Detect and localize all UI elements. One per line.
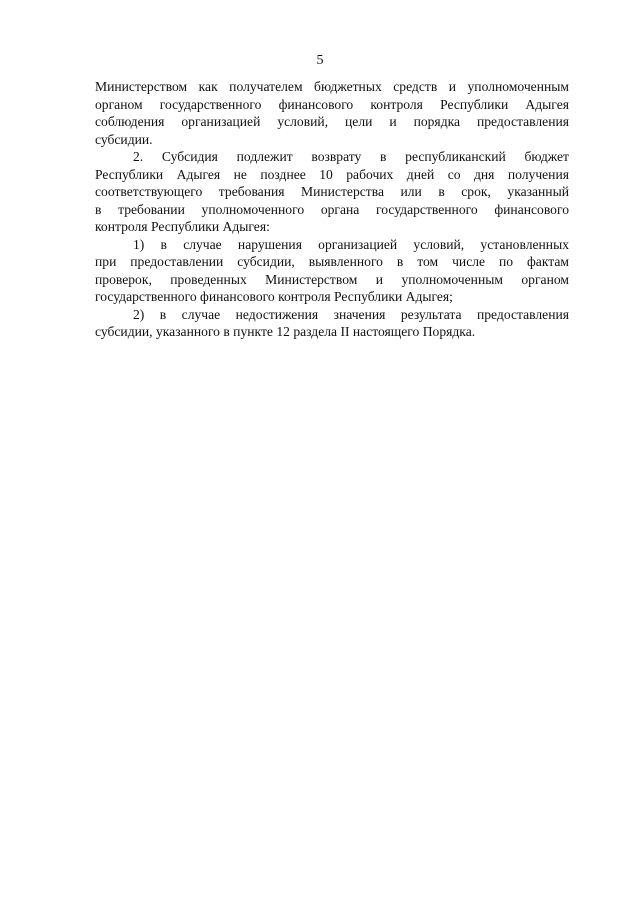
text-line: Республики Адыгея не позднее 10 рабочих дней со дня получения <box>95 166 569 182</box>
text-line: 2. Субсидия подлежит возврату в республиканский бюджет <box>133 149 569 164</box>
text-line: соблюдения организацией условий, цели и порядка предоставления <box>95 114 569 129</box>
text-line: при предоставлении субсидии, выявленного в том числе по фактам <box>95 254 569 269</box>
text-line: органом государственного финансового контроля Республики Адыгея <box>95 96 569 112</box>
page-number: 5 <box>316 53 324 68</box>
text-line: проверок, проведенных Министерством и уполномоченным органом <box>95 271 569 287</box>
text-line: субсидии, указанного в пункте 12 раздела II настоящего Порядка. <box>95 324 476 339</box>
text-line: 2) в случае недостижения значения результата предоставления <box>133 306 569 322</box>
text-line: 1) в случае нарушения организацией условий, установленных <box>133 236 569 252</box>
text-line: субсидии. <box>95 131 153 147</box>
paragraph-subitem-2 <box>95 306 569 341</box>
document-body <box>95 78 569 341</box>
paragraph-continuation <box>95 78 569 148</box>
text-line: Министерством как получателем бюджетных средств и уполномоченным <box>95 79 569 94</box>
text-line: контроля Республики Адыгея: <box>95 219 270 234</box>
paragraph-subitem-1 <box>95 236 569 306</box>
text-line: в требовании уполномоченного органа государственного финансового <box>95 201 569 217</box>
text-line: соответствующего требования Министерства или в срок, указанный <box>95 184 569 199</box>
paragraph-item-2 <box>95 148 569 236</box>
text-line: государственного финансового контроля Республики Адыгея; <box>95 289 453 304</box>
